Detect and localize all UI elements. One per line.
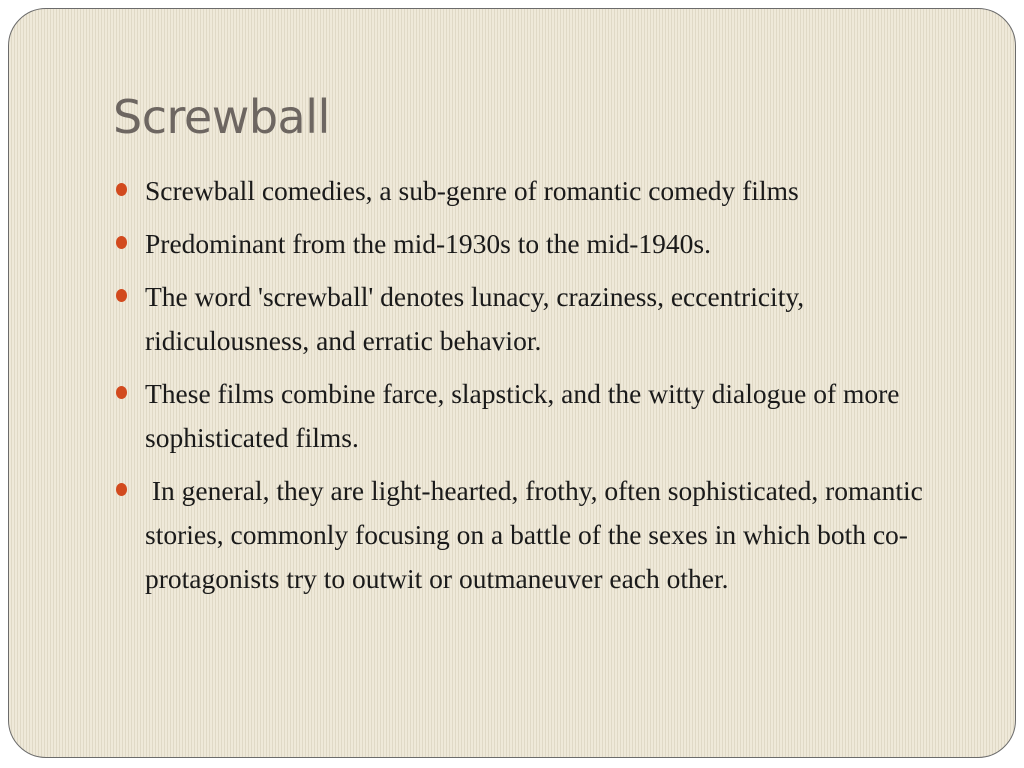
slide-title: Screwball <box>113 90 330 144</box>
bullet-item <box>115 275 975 363</box>
bullet-dot-icon <box>116 183 127 196</box>
bullet-item <box>115 169 975 213</box>
bullet-dot-icon <box>116 289 127 302</box>
bullet-dot-icon <box>116 386 127 399</box>
bullet-dot-icon <box>116 483 127 496</box>
bullet-item <box>115 469 975 601</box>
bullet-list <box>115 169 975 610</box>
bullet-item <box>115 372 975 460</box>
bullet-text: Screwball comedies, a sub-genre of romantic comedy films <box>145 175 799 206</box>
bullet-text: In general, they are light-hearted, frothy, often sophisticated, romantic stories, commonly focusing on a battle of the sexes in which both co-protagonists try to outwit or outmaneuver each other. <box>145 475 930 594</box>
bullet-item <box>115 222 975 266</box>
slide <box>8 8 1016 758</box>
bullet-text: These films combine farce, slapstick, and the witty dialogue of more sophisticated films. <box>145 378 907 453</box>
bullet-dot-icon <box>116 236 127 249</box>
bullet-text: The word 'screwball' denotes lunacy, craziness, eccentricity, ridiculousness, and erratic behavior. <box>145 281 812 356</box>
bullet-text: Predominant from the mid-1930s to the mid-1940s. <box>145 228 711 259</box>
